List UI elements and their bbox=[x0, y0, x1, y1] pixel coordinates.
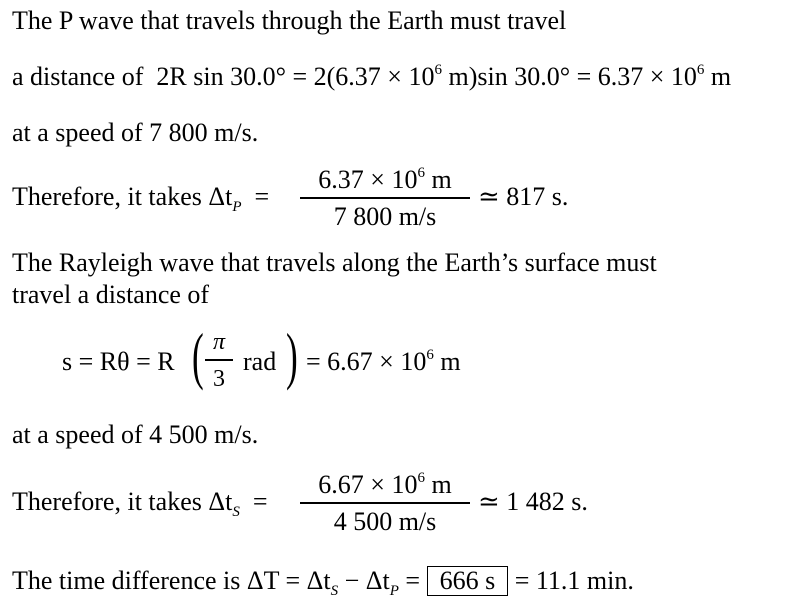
fraction-tp-numerator: $6.37 \times 10^6$ m bbox=[318, 165, 452, 194]
fraction-bar bbox=[205, 359, 233, 361]
delta-tp-symbol: $\Delta t_P$ bbox=[208, 182, 242, 215]
calc-p-result: ≃ 817 s. bbox=[478, 182, 569, 211]
calc-s-prefix: Therefore, it takes $\Delta t_S$ = bbox=[12, 487, 268, 520]
fraction-pi-numerator: π bbox=[212, 329, 226, 355]
calc-s-result: ≃ 1 482 s. bbox=[478, 487, 588, 516]
time-difference-expression: $\Delta T = \Delta t_S - \Delta t_P$ = bbox=[246, 566, 421, 599]
delta-ts-symbol: $\Delta t_S$ bbox=[208, 487, 240, 520]
boxed-answer: 666 s bbox=[427, 566, 509, 596]
fraction-bar bbox=[300, 197, 470, 199]
final-result: = 11.1 min. bbox=[514, 566, 634, 595]
text-line-p-wave: The P wave that travels through the Earth must travel bbox=[12, 6, 567, 35]
fraction-ts-denominator: 4 500 m/s bbox=[333, 506, 437, 536]
fraction-tp bbox=[300, 165, 470, 232]
left-paren: ( bbox=[192, 320, 204, 391]
fraction-tp-denominator: 7 800 m/s bbox=[333, 201, 437, 231]
right-paren: ) bbox=[286, 320, 298, 391]
text-line-speed-p: at a speed of 7 800 m/s. bbox=[12, 118, 259, 147]
calc-p-prefix: Therefore, it takes $\Delta t_P$ = bbox=[12, 182, 270, 215]
fraction-bar bbox=[300, 502, 470, 504]
fraction-pi-denominator: 3 bbox=[213, 365, 225, 392]
text-line-rayleigh: The Rayleigh wave that travels along the Earth’s surface must bbox=[12, 248, 657, 277]
text-line-distance bbox=[12, 62, 731, 92]
arc-length-lhs: s = Rθ = R bbox=[62, 347, 175, 376]
fraction-ts bbox=[300, 470, 470, 537]
distance-prefix: a distance of bbox=[12, 62, 144, 91]
arc-length-rhs: = $6.67 \times 10^6$ m bbox=[306, 347, 461, 376]
fraction-ts-numerator: $6.67 \times 10^6$ m bbox=[318, 470, 452, 499]
text-line-time-difference: The time difference is $\Delta T = \Delta t_S - \Delta t_P = 666$ s = 11.1 min. bbox=[12, 566, 634, 599]
rad-unit: rad bbox=[243, 347, 277, 376]
text-line-speed-s: at a speed of 4 500 m/s. bbox=[12, 420, 259, 449]
text-line-rayleigh-cont: travel a distance of bbox=[12, 280, 210, 309]
distance-equation: 2R $\sin 30.0^\circ = 2(6.37 \times 10^6$ m)sin $30.0^\circ = 6.37 \times 10^6$ m bbox=[156, 62, 732, 91]
fraction-pi-3 bbox=[205, 327, 233, 394]
